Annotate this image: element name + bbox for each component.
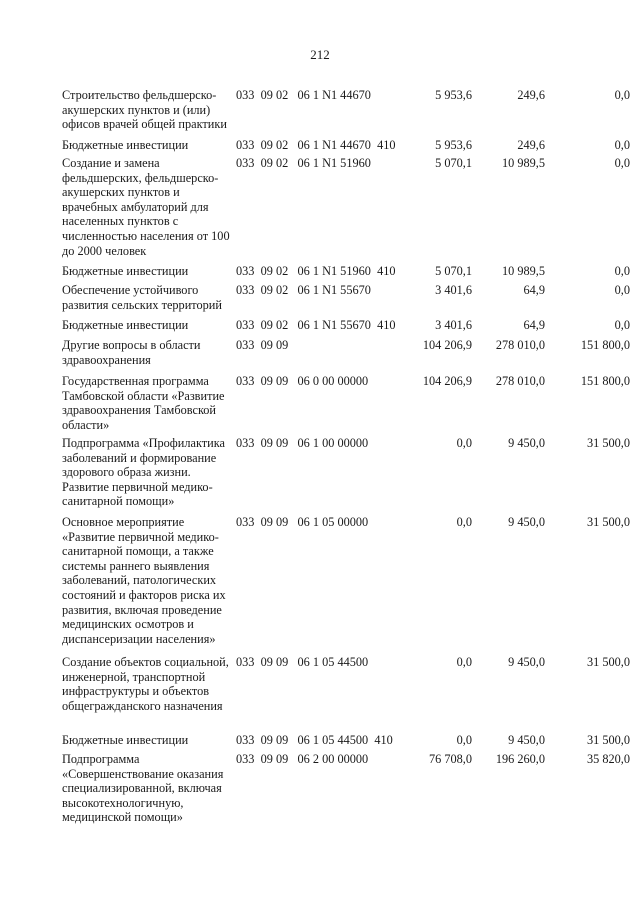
row-code: 033 09 02 06 1 N1 55670 410 [236,318,396,332]
row-name: Основное мероприятие «Развитие первичной медико-санитарной помощи, а также системы раннего выявления заболеваний, патологических состояний и факторов риска их развития, включая проведение медицинских осмотров и диспансеризации населения» [62,515,226,646]
row-value-3: 31 500,0 [586,436,630,450]
row-value-2: 9 450,0 [508,515,545,529]
row-value-2: 64,9 [523,283,545,297]
row-value-1: 0,0 [456,655,472,669]
row-code: 033 09 09 [236,338,289,352]
row-value-1: 3 401,6 [435,283,472,297]
row-value-3: 31 500,0 [586,515,630,529]
row-name: Строительство фельдшерско-акушерских пунктов и (или) офисов врачей общей практики [62,88,227,132]
row-name: Другие вопросы в области здравоохранения [62,338,201,367]
row-value-2: 10 989,5 [501,264,545,278]
row-value-1: 5 953,6 [435,138,472,152]
row-name: Создание и замена фельдшерских, фельдшерско-акушерских пунктов и врачебных амбулаторий для населенных пунктов с численностью населения от 100 до 2000 человек [62,156,230,258]
row-value-1: 0,0 [456,515,472,529]
row-code: 033 09 02 06 1 N1 51960 [236,156,371,170]
row-value-3: 0,0 [614,264,630,278]
row-value-3: 0,0 [614,156,630,170]
row-value-2: 9 450,0 [508,733,545,747]
row-code: 033 09 09 06 2 00 00000 [236,752,369,766]
row-code: 033 09 02 06 1 N1 44670 [236,88,371,102]
row-code: 033 09 09 06 1 05 44500 410 [236,733,393,747]
row-value-1: 3 401,6 [435,318,472,332]
row-value-1: 5 070,1 [435,264,472,278]
row-code: 033 09 09 06 1 05 00000 [236,515,369,529]
row-code: 033 09 09 06 0 00 00000 [236,374,369,388]
row-code: 033 09 02 06 1 N1 55670 [236,283,371,297]
row-value-1: 104 206,9 [422,374,472,388]
row-code: 033 09 09 06 1 05 44500 [236,655,369,669]
row-value-2: 64,9 [523,318,545,332]
row-value-2: 249,6 [517,88,545,102]
row-name: Обеспечение устойчивого развития сельских территорий [62,283,222,312]
row-value-3: 151 800,0 [580,374,630,388]
row-value-1: 5 070,1 [435,156,472,170]
row-value-1: 5 953,6 [435,88,472,102]
row-value-1: 76 708,0 [428,752,472,766]
row-value-1: 0,0 [456,733,472,747]
row-value-3: 0,0 [614,88,630,102]
row-value-2: 278 010,0 [495,374,545,388]
row-value-2: 278 010,0 [495,338,545,352]
row-value-3: 0,0 [614,318,630,332]
row-value-1: 0,0 [456,436,472,450]
row-name: Бюджетные инвестиции [62,318,189,332]
row-code: 033 09 09 06 1 00 00000 [236,436,369,450]
row-value-3: 31 500,0 [586,733,630,747]
row-name: Государственная программа Тамбовской области «Развитие здравоохранения Тамбовской области» [62,374,225,432]
row-value-2: 9 450,0 [508,655,545,669]
row-value-1: 104 206,9 [422,338,472,352]
row-name: Создание объектов социальной, инженерной, транспортной инфраструктуры и объектов общегражданского назначения [62,655,229,713]
row-name: Бюджетные инвестиции [62,264,189,278]
row-value-2: 249,6 [517,138,545,152]
row-value-3: 31 500,0 [586,655,630,669]
row-value-3: 0,0 [614,283,630,297]
row-value-2: 9 450,0 [508,436,545,450]
row-value-3: 151 800,0 [580,338,630,352]
row-value-3: 35 820,0 [586,752,630,766]
row-value-2: 196 260,0 [495,752,545,766]
row-name: Бюджетные инвестиции [62,138,189,152]
row-code: 033 09 02 06 1 N1 44670 410 [236,138,396,152]
row-value-2: 10 989,5 [501,156,545,170]
page-number: 212 [310,47,330,62]
row-value-3: 0,0 [614,138,630,152]
row-name: Бюджетные инвестиции [62,733,189,747]
row-name: Подпрограмма «Совершенствование оказания специализированной, включая высокотехнологичную, медицинской помощи» [62,752,224,825]
row-code: 033 09 02 06 1 N1 51960 410 [236,264,396,278]
row-name: Подпрограмма «Профилактика заболеваний и формирование здорового образа жизни. Развитие первичной медико-санитарной помощи» [62,436,225,509]
